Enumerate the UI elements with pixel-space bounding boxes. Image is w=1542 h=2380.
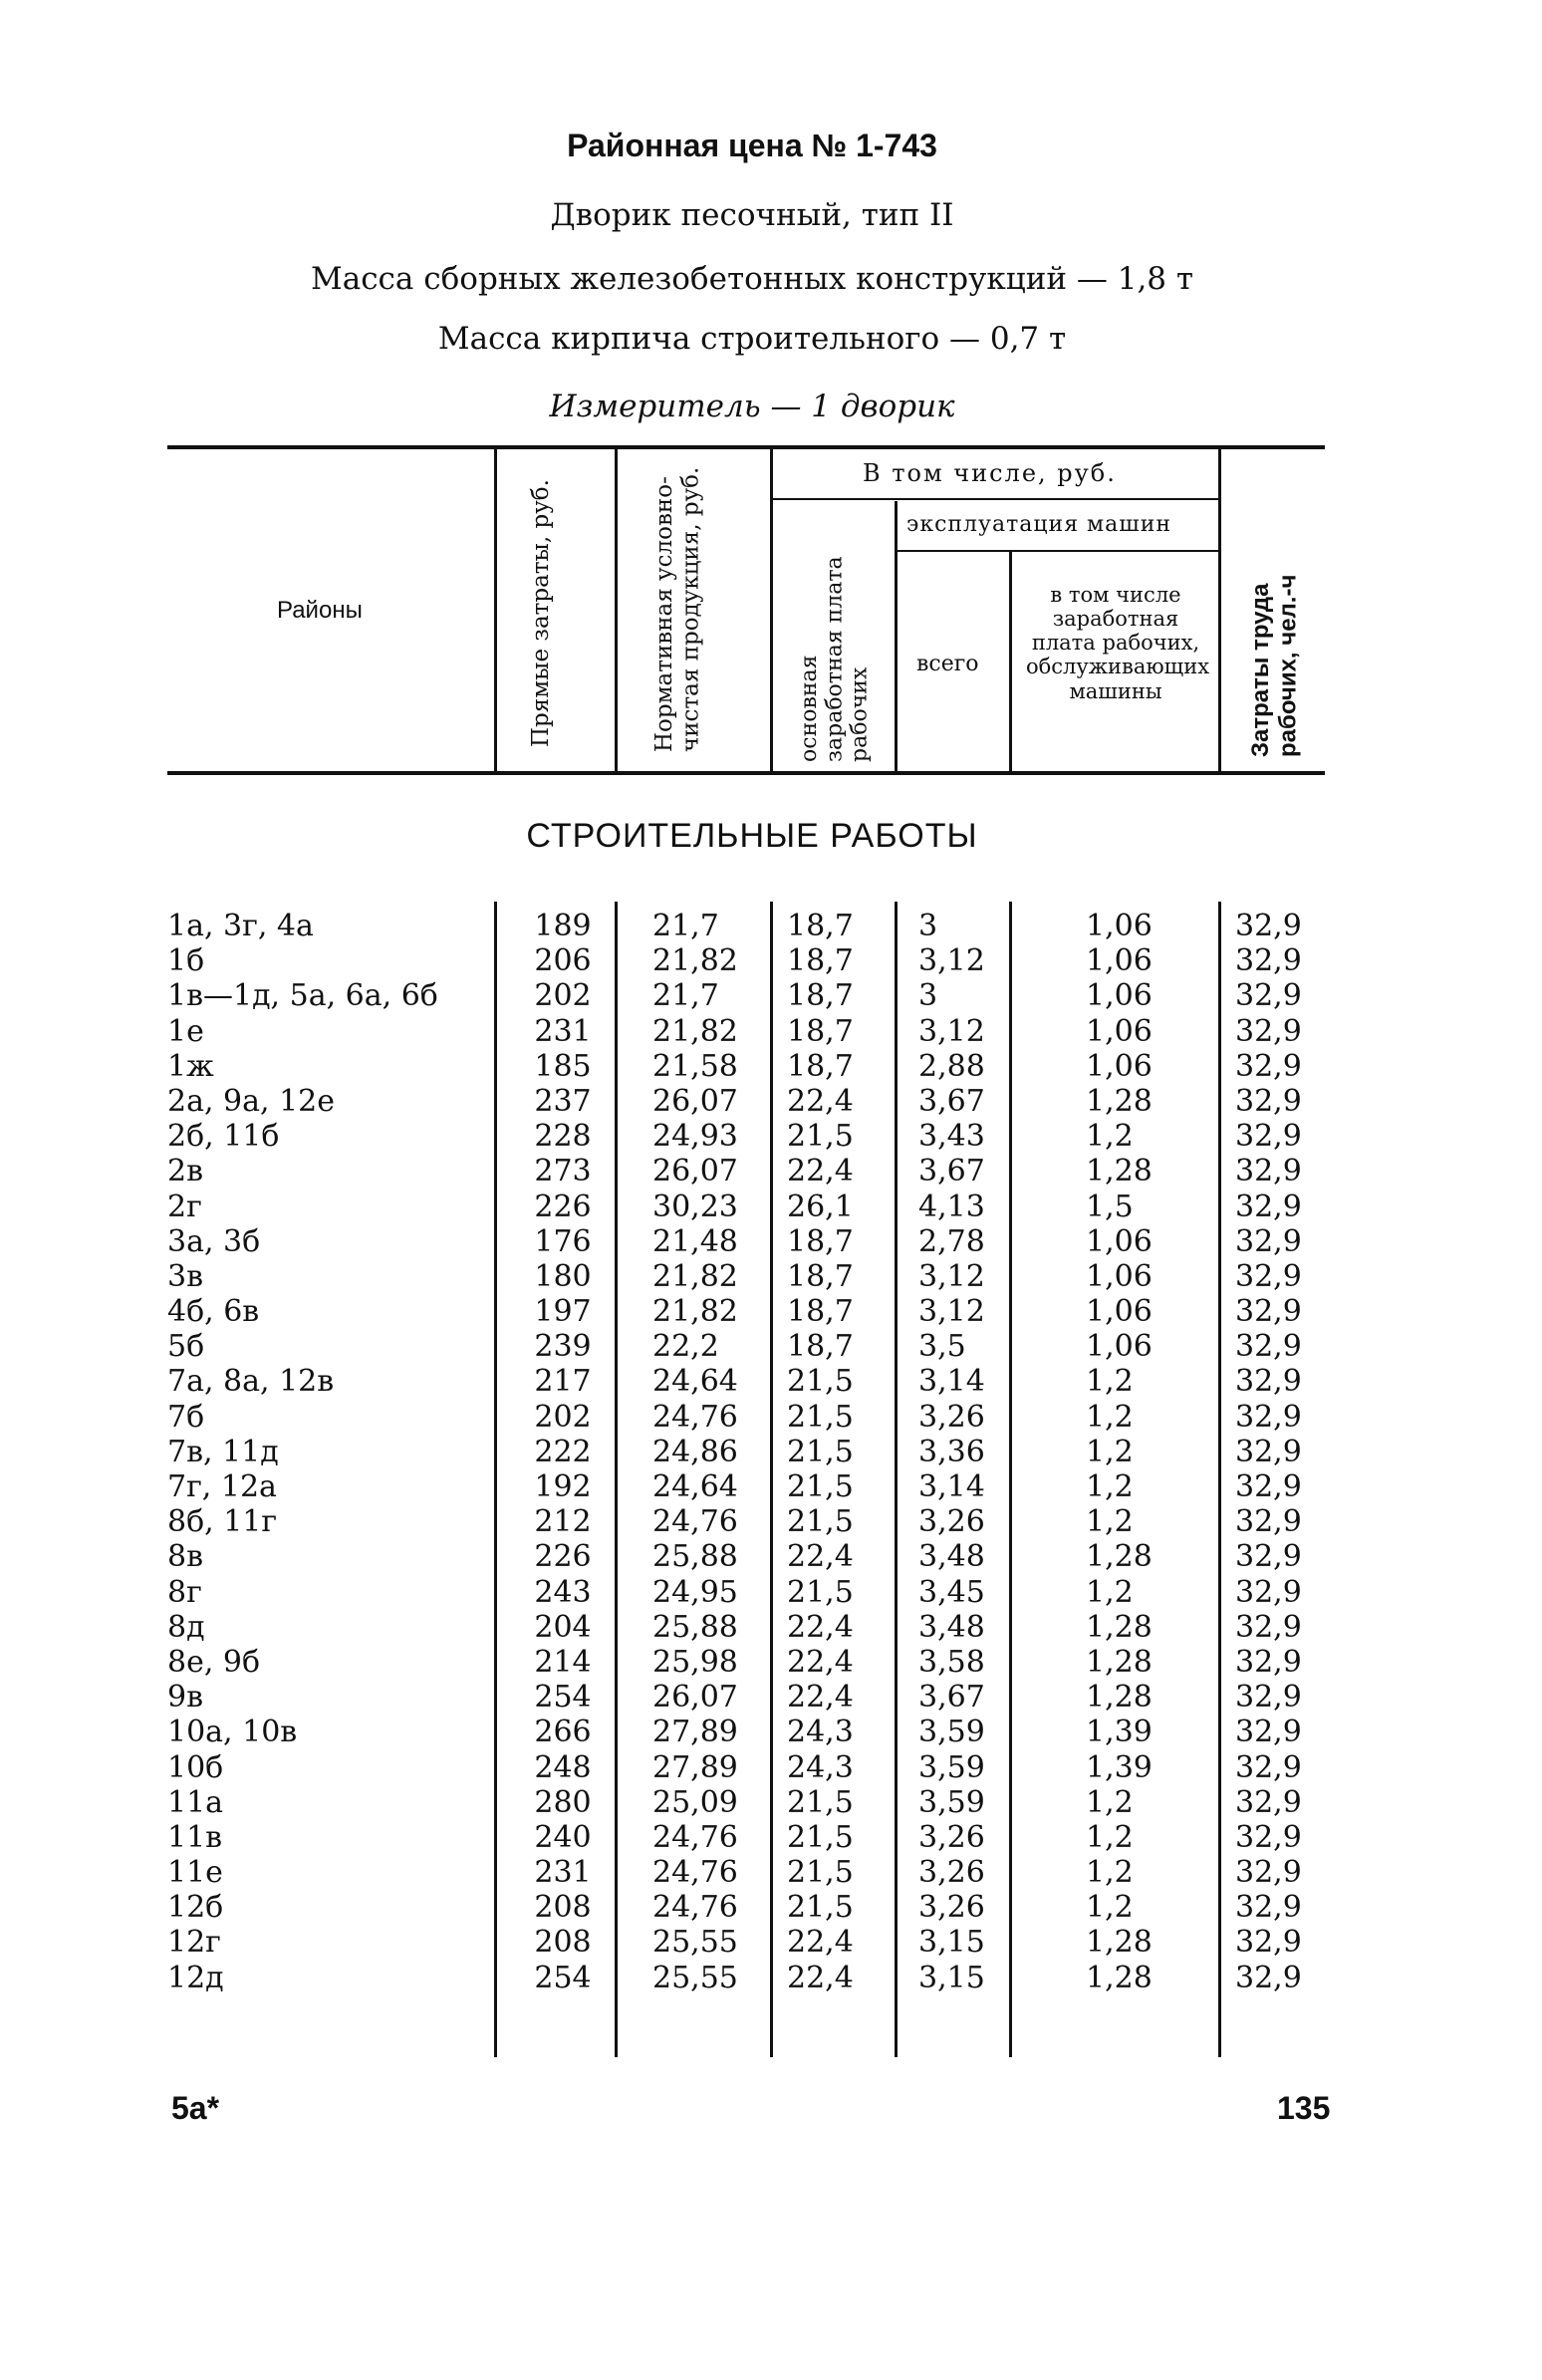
cell-base-wage: 18,7 [787, 1013, 854, 1049]
cell-normative-product: 26,07 [652, 1154, 738, 1190]
header-direct-costs: Прямые затраты, руб. [528, 479, 554, 747]
cell-machine-total: 3,59 [918, 1715, 985, 1750]
cell-normative-product: 26,07 [652, 1680, 738, 1716]
cell-labor-costs: 32,9 [1235, 1119, 1302, 1155]
cell-direct-costs: 206 [534, 943, 592, 979]
cell-region: 4б, 6в [167, 1294, 260, 1330]
cell-direct-costs: 226 [534, 1189, 592, 1224]
cell-normative-product: 30,23 [652, 1189, 738, 1224]
cell-base-wage: 26,1 [787, 1189, 854, 1224]
cell-direct-costs: 280 [534, 1784, 592, 1820]
cell-labor-costs: 32,9 [1235, 1013, 1302, 1049]
cell-machine-total: 3,15 [918, 1925, 985, 1961]
cell-direct-costs: 243 [534, 1574, 592, 1610]
cell-machine-wage: 1,39 [1086, 1715, 1153, 1750]
cell-machine-total: 3,15 [918, 1960, 985, 1995]
cell-base-wage: 21,5 [787, 1819, 854, 1855]
cell-labor-costs: 32,9 [1235, 1925, 1302, 1961]
table-row [0, 1400, 1542, 1435]
cell-labor-costs: 32,9 [1235, 1258, 1302, 1294]
table-row [0, 1539, 1542, 1574]
table-row [0, 1435, 1542, 1469]
cell-machine-total: 3,26 [918, 1890, 985, 1926]
table-row [0, 1925, 1542, 1960]
cell-normative-product: 22,2 [652, 1329, 719, 1365]
table-row [0, 1084, 1542, 1119]
cell-machine-wage: 1,06 [1086, 978, 1153, 1014]
table-row [0, 1364, 1542, 1399]
cell-labor-costs: 32,9 [1235, 1680, 1302, 1716]
cell-machine-wage: 1,28 [1086, 1960, 1153, 1995]
cell-labor-costs: 32,9 [1235, 1294, 1302, 1330]
cell-base-wage: 21,5 [787, 1469, 854, 1504]
cell-labor-costs: 32,9 [1235, 1364, 1302, 1400]
cell-normative-product: 25,88 [652, 1539, 738, 1575]
cell-normative-product: 24,76 [652, 1399, 738, 1435]
cell-normative-product: 24,76 [652, 1855, 738, 1891]
cell-base-wage: 22,4 [787, 1083, 854, 1119]
cell-machine-total: 3,14 [918, 1469, 985, 1504]
cell-base-wage: 21,5 [787, 1784, 854, 1820]
cell-normative-product: 25,88 [652, 1609, 738, 1645]
cell-region: 7а, 8а, 12в [167, 1364, 335, 1400]
cell-labor-costs: 32,9 [1235, 1154, 1302, 1190]
table-row [0, 1504, 1542, 1539]
page-number: 135 [1277, 2090, 1331, 2126]
table-row [0, 1119, 1542, 1154]
cell-region: 11а [167, 1784, 224, 1820]
cell-direct-costs: 228 [534, 1119, 592, 1155]
cell-labor-costs: 32,9 [1235, 1819, 1302, 1855]
cell-machine-wage: 1,06 [1086, 909, 1153, 943]
cell-machine-total: 3,12 [918, 943, 985, 979]
table-row [0, 1855, 1542, 1890]
cell-direct-costs: 239 [534, 1329, 592, 1365]
cell-base-wage: 18,7 [787, 943, 854, 979]
table-row [0, 1645, 1542, 1680]
cell-normative-product: 21,82 [652, 1013, 738, 1049]
cell-machine-wage: 1,06 [1086, 1048, 1153, 1084]
cell-normative-product: 24,64 [652, 1469, 738, 1504]
cell-normative-product: 24,93 [652, 1119, 738, 1155]
table-row [0, 1224, 1542, 1259]
cell-normative-product: 27,89 [652, 1749, 738, 1785]
cell-base-wage: 21,5 [787, 1434, 854, 1469]
cell-region: 2г [167, 1189, 202, 1224]
cell-base-wage: 22,4 [787, 1539, 854, 1575]
cell-machine-wage: 1,06 [1086, 1258, 1153, 1294]
table-row [0, 1820, 1542, 1855]
cell-machine-total: 3,48 [918, 1609, 985, 1645]
table-row [0, 1190, 1542, 1224]
cell-machine-wage: 1,2 [1086, 1819, 1134, 1855]
section-title: СТРОИТЕЛЬНЫЕ РАБОТЫ [526, 817, 978, 855]
cell-labor-costs: 32,9 [1235, 1644, 1302, 1680]
cell-normative-product: 21,58 [652, 1048, 738, 1084]
cell-labor-costs: 32,9 [1235, 1539, 1302, 1575]
cell-direct-costs: 202 [534, 1399, 592, 1435]
table-row [0, 943, 1542, 978]
cell-machine-total: 4,13 [918, 1189, 985, 1224]
signature-mark: 5а* [171, 2090, 220, 2126]
table-row [0, 1750, 1542, 1785]
cell-machine-total: 3,43 [918, 1119, 985, 1155]
cell-normative-product: 21,82 [652, 943, 738, 979]
cell-labor-costs: 32,9 [1235, 1399, 1302, 1435]
table-row [0, 909, 1542, 943]
cell-direct-costs: 202 [534, 978, 592, 1014]
cell-machine-wage: 1,2 [1086, 1504, 1134, 1540]
cell-machine-total: 3,67 [918, 1083, 985, 1119]
cell-machine-wage: 1,2 [1086, 1890, 1134, 1926]
cell-region: 1в—1д, 5а, 6а, 6б [167, 978, 438, 1014]
cell-direct-costs: 266 [534, 1715, 592, 1750]
cell-labor-costs: 32,9 [1235, 1329, 1302, 1365]
cell-labor-costs: 32,9 [1235, 1784, 1302, 1820]
cell-machine-wage: 1,2 [1086, 1855, 1134, 1891]
cell-region: 8б, 11г [167, 1504, 278, 1540]
cell-machine-total: 3,12 [918, 1013, 985, 1049]
cell-machine-wage: 1,28 [1086, 1539, 1153, 1575]
cell-machine-total: 3,58 [918, 1644, 985, 1680]
header-divider-5 [1009, 552, 1012, 771]
header-subrule-including [770, 498, 1218, 500]
cell-region: 1ж [167, 1048, 214, 1084]
cell-machine-total: 3,26 [918, 1819, 985, 1855]
table-row [0, 1294, 1542, 1329]
cell-region: 12д [167, 1960, 224, 1995]
table-row [0, 1785, 1542, 1820]
cell-machine-total: 3,59 [918, 1749, 985, 1785]
cell-machine-wage: 1,28 [1086, 1609, 1153, 1645]
table-header-bottom-rule [167, 771, 1325, 775]
cell-normative-product: 24,95 [652, 1574, 738, 1610]
cell-direct-costs: 237 [534, 1083, 592, 1119]
cell-region: 11е [167, 1855, 223, 1891]
cell-direct-costs: 222 [534, 1434, 592, 1469]
cell-direct-costs: 254 [534, 1680, 592, 1716]
header-divider-2 [615, 449, 618, 771]
cell-direct-costs: 192 [534, 1469, 592, 1504]
header-total: всего [916, 652, 979, 676]
cell-machine-total: 2,88 [918, 1048, 985, 1084]
measure-line: Измеритель — 1 дворик [549, 389, 955, 424]
header-subrule-machines [895, 550, 1218, 552]
cell-labor-costs: 32,9 [1235, 1504, 1302, 1540]
cell-machine-total: 3,36 [918, 1434, 985, 1469]
cell-machine-wage: 1,2 [1086, 1574, 1134, 1610]
cell-region: 7г, 12а [167, 1469, 277, 1504]
cell-region: 12б [167, 1890, 224, 1926]
cell-base-wage: 21,5 [787, 1504, 854, 1540]
cell-machine-total: 3,48 [918, 1539, 985, 1575]
header-divider-6 [1218, 449, 1221, 771]
cell-region: 3в [167, 1258, 203, 1294]
cell-labor-costs: 32,9 [1235, 1189, 1302, 1224]
page-subtitle: Дворик песочный, тип II [550, 197, 954, 233]
cell-machine-wage: 1,2 [1086, 1119, 1134, 1155]
cell-base-wage: 18,7 [787, 1258, 854, 1294]
cell-base-wage: 22,4 [787, 1960, 854, 1995]
cell-region: 10а, 10в [167, 1715, 298, 1750]
cell-normative-product: 24,86 [652, 1434, 738, 1469]
table-row [0, 1680, 1542, 1715]
cell-labor-costs: 32,9 [1235, 1574, 1302, 1610]
cell-region: 7б [167, 1399, 205, 1435]
cell-machine-total: 2,78 [918, 1223, 985, 1259]
cell-machine-wage: 1,2 [1086, 1469, 1134, 1504]
cell-region: 5б [167, 1329, 205, 1365]
cell-machine-total: 3,12 [918, 1258, 985, 1294]
cell-region: 8е, 9б [167, 1644, 261, 1680]
header-including: В том числе, руб. [863, 459, 1117, 487]
table-body [0, 909, 1542, 1995]
cell-machine-total: 3,26 [918, 1399, 985, 1435]
cell-machine-wage: 1,28 [1086, 1644, 1153, 1680]
cell-region: 1а, 3г, 4а [167, 909, 314, 943]
table-row [0, 1049, 1542, 1084]
table-row [0, 1469, 1542, 1504]
cell-direct-costs: 214 [534, 1644, 592, 1680]
cell-region: 1е [167, 1013, 204, 1049]
cell-base-wage: 24,3 [787, 1715, 854, 1750]
cell-direct-costs: 231 [534, 1855, 592, 1891]
header-divider-1 [494, 449, 497, 771]
cell-base-wage: 24,3 [787, 1749, 854, 1785]
cell-normative-product: 21,7 [652, 909, 719, 943]
cell-base-wage: 21,5 [787, 1364, 854, 1400]
table-row [0, 1014, 1542, 1049]
header-regions: Районы [277, 597, 363, 624]
cell-labor-costs: 32,9 [1235, 1890, 1302, 1926]
cell-base-wage: 18,7 [787, 1223, 854, 1259]
header-normative-product: Нормативная условно-чистая продукция, руб. [651, 466, 704, 752]
cell-labor-costs: 32,9 [1235, 1469, 1302, 1504]
table-row [0, 1329, 1542, 1364]
cell-machine-wage: 1,28 [1086, 1083, 1153, 1119]
cell-labor-costs: 32,9 [1235, 978, 1302, 1014]
cell-region: 2а, 9а, 12е [167, 1083, 336, 1119]
table-row [0, 1715, 1542, 1749]
cell-direct-costs: 231 [534, 1013, 592, 1049]
cell-base-wage: 21,5 [787, 1855, 854, 1891]
cell-normative-product: 25,55 [652, 1960, 738, 1995]
cell-base-wage: 21,5 [787, 1574, 854, 1610]
table-row [0, 1154, 1542, 1189]
cell-normative-product: 21,7 [652, 978, 719, 1014]
cell-base-wage: 18,7 [787, 1048, 854, 1084]
cell-direct-costs: 197 [534, 1294, 592, 1330]
cell-direct-costs: 185 [534, 1048, 592, 1084]
cell-region: 3а, 3б [167, 1223, 261, 1259]
cell-direct-costs: 208 [534, 1925, 592, 1961]
cell-base-wage: 18,7 [787, 1329, 854, 1365]
cell-machine-total: 3,45 [918, 1574, 985, 1610]
table-row [0, 1610, 1542, 1645]
header-divider-4 [895, 501, 898, 771]
cell-normative-product: 24,76 [652, 1504, 738, 1540]
mass-concrete-line: Масса сборных железобетонных конструкций — 1,8 т [310, 261, 1194, 297]
cell-region: 9в [167, 1680, 203, 1716]
table-row [0, 1259, 1542, 1294]
cell-normative-product: 24,64 [652, 1364, 738, 1400]
cell-base-wage: 21,5 [787, 1119, 854, 1155]
cell-machine-wage: 1,2 [1086, 1784, 1134, 1820]
cell-machine-wage: 1,06 [1086, 1223, 1153, 1259]
cell-machine-wage: 1,28 [1086, 1680, 1153, 1716]
mass-brick-line: Масса кирпича строительного — 0,7 т [437, 321, 1067, 357]
header-machine-wage: в том числе заработная плата рабочих, обслуживающих машины [1026, 583, 1210, 703]
cell-normative-product: 21,48 [652, 1223, 738, 1259]
header-base-wage: основная заработная плата рабочих [797, 556, 873, 762]
cell-direct-costs: 208 [534, 1890, 592, 1926]
cell-normative-product: 25,55 [652, 1925, 738, 1961]
cell-region: 2б, 11б [167, 1119, 280, 1155]
cell-machine-wage: 1,28 [1086, 1154, 1153, 1190]
cell-region: 2в [167, 1154, 203, 1190]
cell-normative-product: 25,98 [652, 1644, 738, 1680]
table-row [0, 1890, 1542, 1925]
cell-labor-costs: 32,9 [1235, 1855, 1302, 1891]
cell-normative-product: 27,89 [652, 1715, 738, 1750]
cell-machine-wage: 1,06 [1086, 1294, 1153, 1330]
cell-machine-wage: 1,06 [1086, 1329, 1153, 1365]
cell-base-wage: 22,4 [787, 1609, 854, 1645]
cell-normative-product: 24,76 [652, 1890, 738, 1926]
cell-base-wage: 22,4 [787, 1680, 854, 1716]
cell-machine-wage: 1,2 [1086, 1364, 1134, 1400]
cell-direct-costs: 217 [534, 1364, 592, 1400]
cell-machine-total: 3,5 [918, 1329, 966, 1365]
table-row [0, 1575, 1542, 1610]
cell-machine-total: 3 [918, 978, 938, 1014]
cell-labor-costs: 32,9 [1235, 909, 1302, 943]
cell-direct-costs: 248 [534, 1749, 592, 1785]
cell-machine-total: 3,67 [918, 1680, 985, 1716]
cell-machine-wage: 1,06 [1086, 1013, 1153, 1049]
cell-normative-product: 25,09 [652, 1784, 738, 1820]
page-title: Районная цена № 1-743 [567, 128, 937, 163]
cell-machine-total: 3,26 [918, 1855, 985, 1891]
cell-direct-costs: 176 [534, 1223, 592, 1259]
cell-direct-costs: 180 [534, 1258, 592, 1294]
cell-machine-total: 3,67 [918, 1154, 985, 1190]
cell-normative-product: 26,07 [652, 1083, 738, 1119]
cell-machine-wage: 1,28 [1086, 1925, 1153, 1961]
table-row [0, 1961, 1542, 1995]
cell-base-wage: 22,4 [787, 1925, 854, 1961]
cell-direct-costs: 189 [534, 909, 592, 943]
table-row [0, 978, 1542, 1013]
cell-base-wage: 22,4 [787, 1644, 854, 1680]
cell-base-wage: 21,5 [787, 1399, 854, 1435]
cell-region: 8в [167, 1539, 203, 1575]
cell-labor-costs: 32,9 [1235, 1609, 1302, 1645]
cell-base-wage: 21,5 [787, 1890, 854, 1926]
cell-machine-wage: 1,5 [1086, 1189, 1134, 1224]
cell-normative-product: 21,82 [652, 1294, 738, 1330]
cell-machine-wage: 1,06 [1086, 943, 1153, 979]
cell-direct-costs: 273 [534, 1154, 592, 1190]
cell-machine-total: 3,26 [918, 1504, 985, 1540]
cell-region: 12г [167, 1925, 221, 1961]
cell-machine-wage: 1,2 [1086, 1434, 1134, 1469]
cell-direct-costs: 204 [534, 1609, 592, 1645]
cell-machine-total: 3,59 [918, 1784, 985, 1820]
cell-labor-costs: 32,9 [1235, 1960, 1302, 1995]
cell-labor-costs: 32,9 [1235, 1749, 1302, 1785]
cell-region: 11в [167, 1819, 223, 1855]
cell-machine-total: 3,12 [918, 1294, 985, 1330]
header-labor-costs: Затраты труда рабочих, чел.-ч [1247, 574, 1302, 757]
cell-machine-total: 3 [918, 909, 938, 943]
cell-labor-costs: 32,9 [1235, 943, 1302, 979]
cell-base-wage: 18,7 [787, 909, 854, 943]
cell-labor-costs: 32,9 [1235, 1083, 1302, 1119]
cell-region: 10б [167, 1749, 224, 1785]
cell-machine-wage: 1,2 [1086, 1399, 1134, 1435]
table-top-rule [167, 445, 1325, 449]
cell-region: 8д [167, 1609, 205, 1645]
cell-direct-costs: 226 [534, 1539, 592, 1575]
cell-labor-costs: 32,9 [1235, 1048, 1302, 1084]
cell-direct-costs: 212 [534, 1504, 592, 1540]
cell-normative-product: 21,82 [652, 1258, 738, 1294]
cell-labor-costs: 32,9 [1235, 1715, 1302, 1750]
cell-region: 1б [167, 943, 205, 979]
cell-labor-costs: 32,9 [1235, 1434, 1302, 1469]
cell-base-wage: 18,7 [787, 1294, 854, 1330]
cell-machine-wage: 1,39 [1086, 1749, 1153, 1785]
cell-direct-costs: 254 [534, 1960, 592, 1995]
cell-normative-product: 24,76 [652, 1819, 738, 1855]
cell-region: 8г [167, 1574, 202, 1610]
cell-direct-costs: 240 [534, 1819, 592, 1855]
cell-base-wage: 18,7 [787, 978, 854, 1014]
cell-region: 7в, 11д [167, 1434, 279, 1469]
cell-labor-costs: 32,9 [1235, 1223, 1302, 1259]
cell-base-wage: 22,4 [787, 1154, 854, 1190]
cell-machine-total: 3,14 [918, 1364, 985, 1400]
header-machine-operation: эксплуатация машин [906, 512, 1172, 537]
